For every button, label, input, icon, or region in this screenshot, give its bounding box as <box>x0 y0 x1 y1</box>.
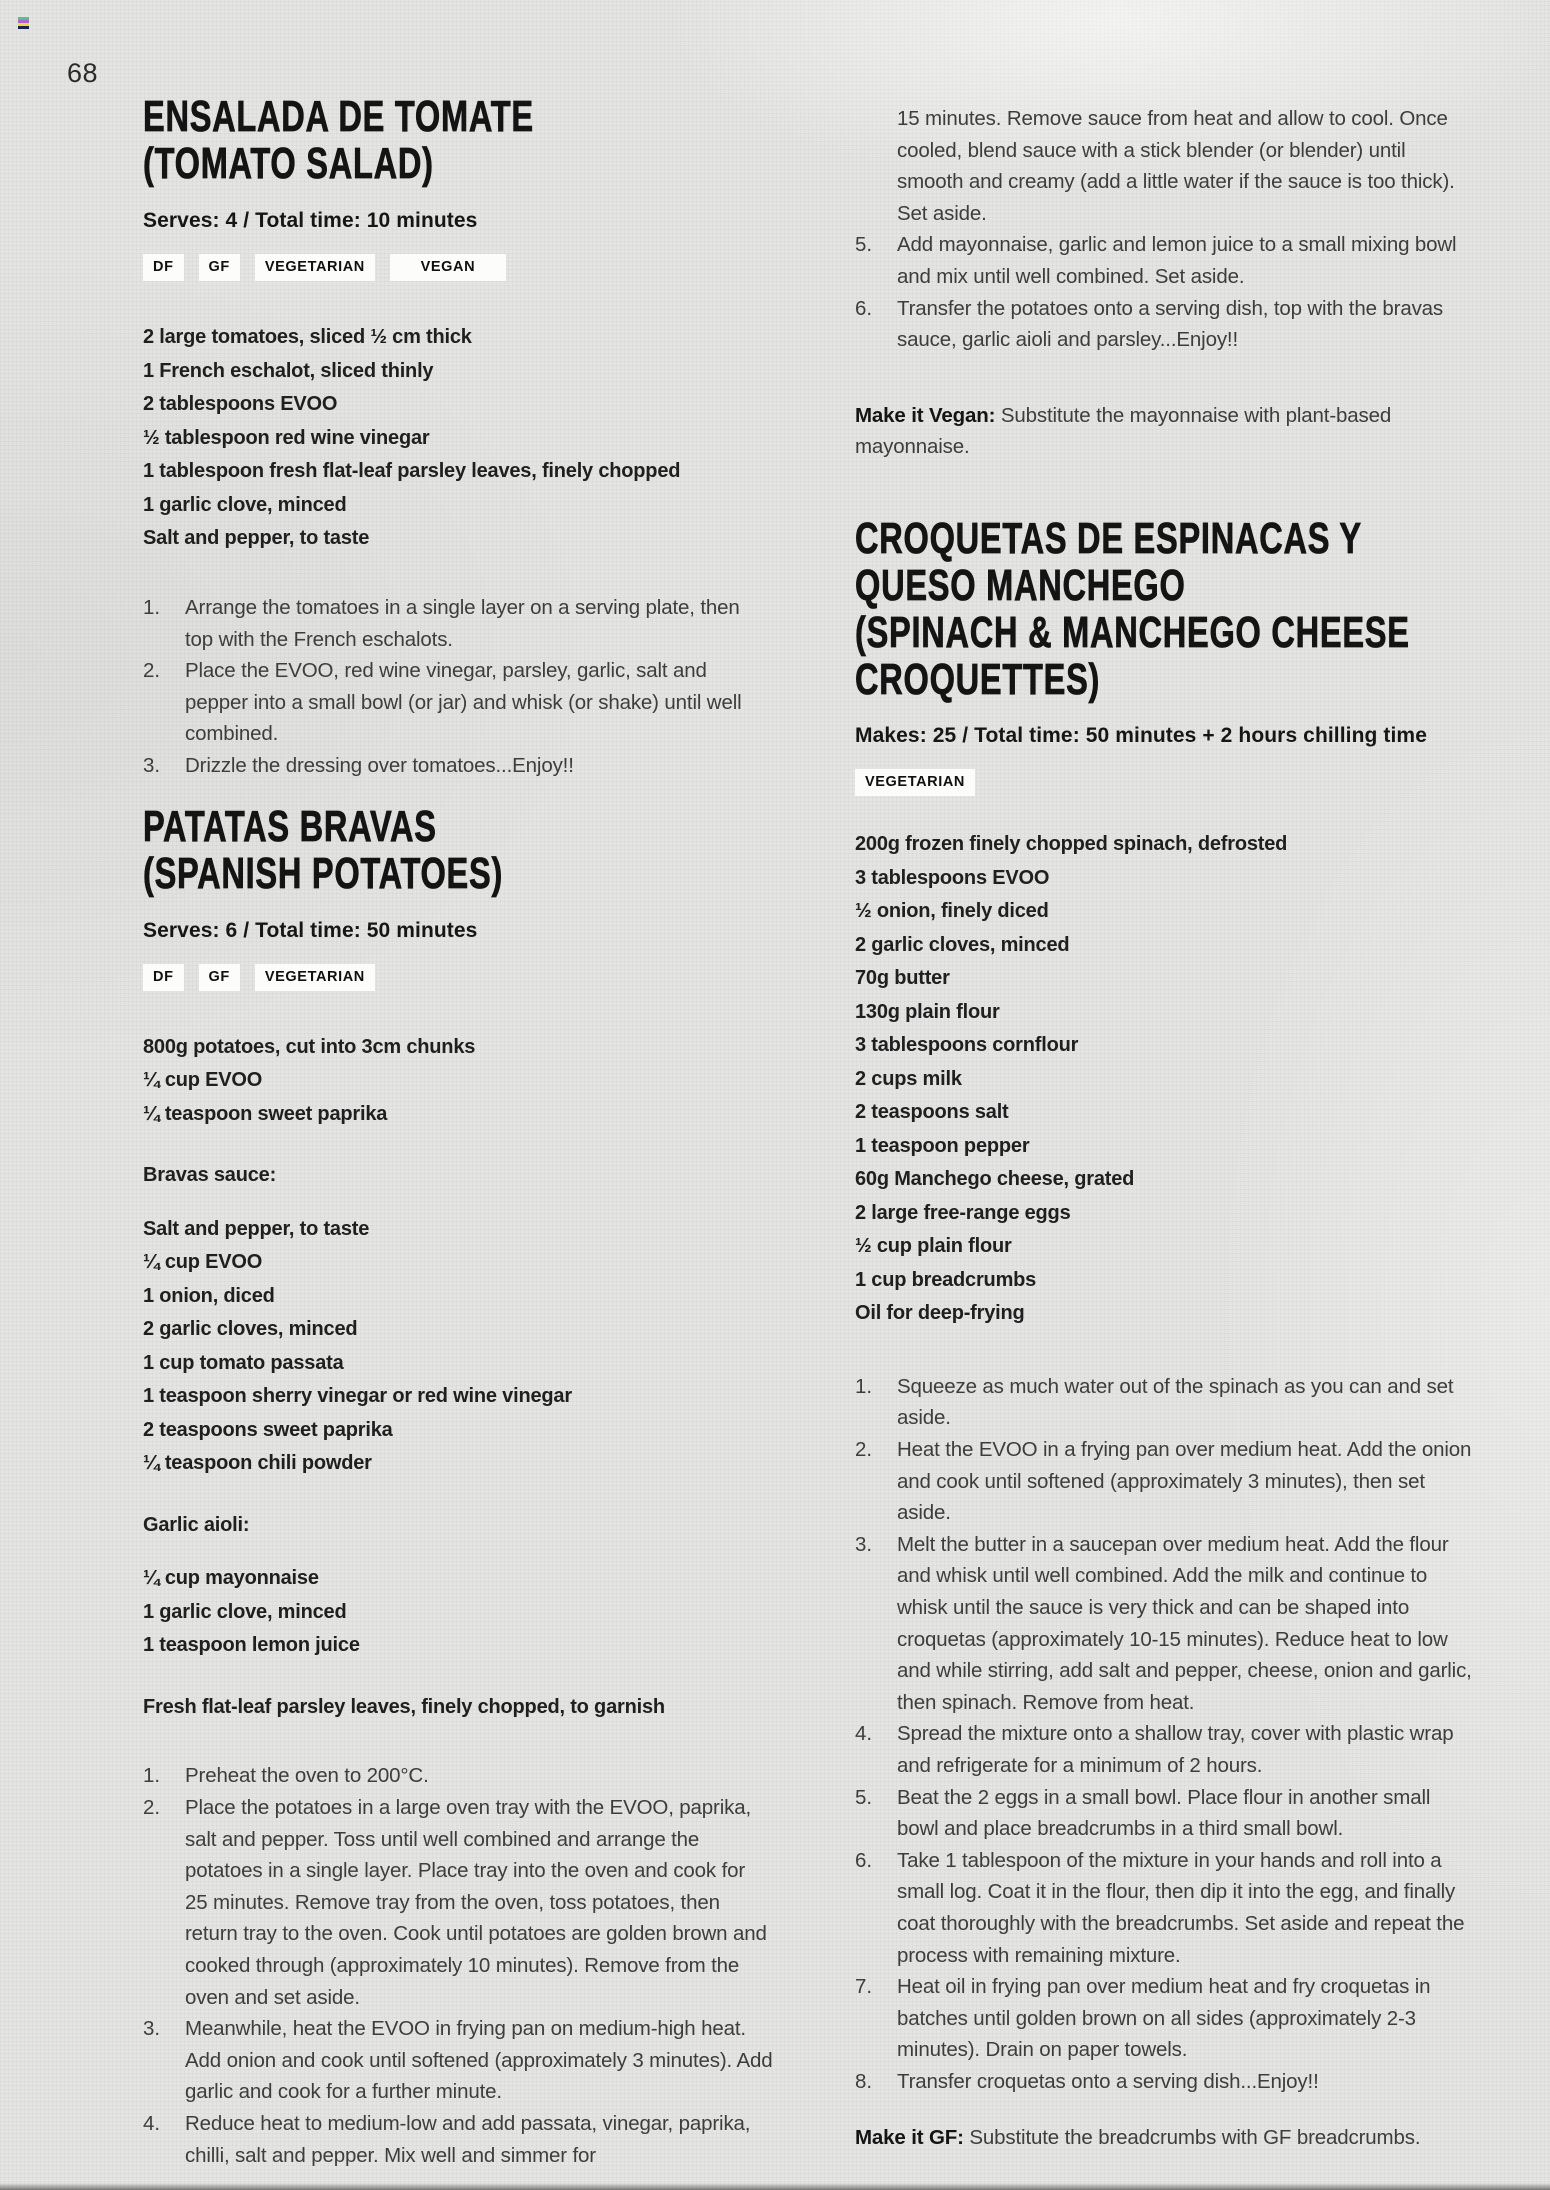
step-text: Spread the mixture onto a shallow tray, cover with plastic wrap and refrigerate for a minimum of 2 hours. <box>897 1722 1454 1777</box>
left-column <box>143 72 773 2171</box>
step-text: Place the EVOO, red wine vinegar, parsley, garlic, salt and pepper into a small bowl (or jar) and whisk (or shake) until well combined. <box>185 659 742 746</box>
step-number: 6. <box>855 1848 873 1872</box>
ingredient: ¼ cup mayonnaise <box>143 1567 319 1590</box>
step-number: 3. <box>143 2017 161 2041</box>
ingredient: 1 teaspoon lemon juice <box>143 1634 360 1657</box>
note-text: Substitute the mayonnaise with plant-based mayonnaise. <box>855 403 1392 459</box>
step-number: 3. <box>143 753 161 777</box>
note-label: Make it Vegan: <box>855 403 996 427</box>
dietary-badge: VEGETARIAN <box>255 254 375 281</box>
ingredient: Oil for deep-frying <box>855 1302 1025 1325</box>
method-step <box>143 750 773 782</box>
ingredient-block <box>143 1691 773 1725</box>
make-it-gf-note <box>855 2122 1477 2154</box>
step-text: Drizzle the dressing over tomatoes...Enjoy!! <box>185 753 574 777</box>
step-number: 2. <box>855 1438 873 1462</box>
method-steps <box>143 592 773 782</box>
ingredient: 3 tablespoons EVOO <box>855 866 1050 889</box>
dietary-badges <box>143 964 773 991</box>
method-step <box>855 1529 1477 1719</box>
ingredient: 1 teaspoon sherry vinegar or red wine vinegar <box>143 1385 572 1408</box>
ingredient: ¼ cup EVOO <box>143 1251 263 1274</box>
step-number: 6. <box>855 296 873 320</box>
step-number <box>855 103 897 229</box>
method-step <box>855 2066 1477 2098</box>
method-step <box>855 1434 1477 1529</box>
step-number: 1. <box>855 1374 873 1398</box>
method-steps <box>143 1760 773 2171</box>
method-step <box>143 655 773 750</box>
ingredient: ¼ teaspoon sweet paprika <box>143 1102 388 1125</box>
ingredient: 70g butter <box>855 967 950 990</box>
step-text: Squeeze as much water out of the spinach as you can and set aside. <box>897 1374 1454 1430</box>
step-number: 2. <box>143 1796 161 1820</box>
step-text: Meanwhile, heat the EVOO in frying pan on medium-high heat. Add onion and cook until softened (approximately 3 minutes). Add garlic and cook for a further minute. <box>185 2017 773 2104</box>
dietary-badges <box>855 769 1477 796</box>
step-text: Place the potatoes in a large oven tray with the EVOO, paprika, salt and pepper. Toss until well combined and arrange the potatoes in a single layer. Place tray into the oven and cook for 25 minutes. Remove tray from the oven, toss potatoes, then return tray to the oven. Cook until potatoes are golden brown and cooked through (approximately 10 minutes). Remove from the oven and set aside. <box>185 1796 767 2009</box>
ingredient-block <box>143 321 773 556</box>
recipe-meta: Serves: 4 / Total time: 10 minutes <box>143 209 478 233</box>
recipe-title-line: (SPANISH POTATOES) <box>143 848 504 898</box>
ingredients <box>855 828 1477 1331</box>
ingredient: 1 garlic clove, minced <box>143 1600 347 1623</box>
step-text: Add mayonnaise, garlic and lemon juice to a small mixing bowl and mix until well combined. Set aside. <box>897 233 1457 288</box>
recipe-section <box>143 93 773 781</box>
method-step <box>855 1718 1477 1781</box>
dietary-badge: VEGETARIAN <box>855 769 975 796</box>
step-text: Beat the 2 eggs in a small bowl. Place flour in another small bowl and place breadcrumbs in a third small bowl. <box>897 1785 1431 1841</box>
ingredients <box>143 1031 773 1725</box>
dietary-badge: GF <box>199 964 240 991</box>
ingredient: 2 large free-range eggs <box>855 1201 1071 1224</box>
method-step <box>855 1782 1477 1845</box>
ingredient: 2 garlic cloves, minced <box>143 1318 358 1341</box>
ingredient: 1 onion, diced <box>143 1284 275 1307</box>
ingredient: Salt and pepper, to taste <box>143 1217 370 1240</box>
dietary-badge: DF <box>143 254 184 281</box>
step-text: Transfer croquetas onto a serving dish...Enjoy!! <box>897 2069 1319 2093</box>
dietary-badge: VEGAN <box>390 254 506 281</box>
dietary-badge: DF <box>143 964 184 991</box>
ingredient: 60g Manchego cheese, grated <box>855 1168 1135 1191</box>
recipe-title <box>143 93 609 187</box>
step-number: 1. <box>143 1764 161 1788</box>
recipe-title-line: CROQUETAS DE ESPINACAS Y <box>855 513 1362 563</box>
method-step <box>143 1792 773 2013</box>
recipe-title <box>855 513 1410 704</box>
ingredient-group-title: Garlic aioli: <box>143 1513 250 1536</box>
step-number: 7. <box>855 1975 873 1999</box>
step-number: 1. <box>143 595 161 619</box>
step-number: 4. <box>143 2111 161 2135</box>
recipe-section-croquetas <box>855 515 1477 2153</box>
step-number: 3. <box>855 1532 873 1556</box>
ingredient-list <box>143 1031 773 1132</box>
method-step <box>855 103 1477 229</box>
patatas-bravas-steps-continued <box>855 103 1477 356</box>
ingredient: 2 large tomatoes, sliced ½ cm thick <box>143 326 472 349</box>
recipe-title-line: QUESO MANCHEGO <box>855 560 1186 610</box>
dietary-badge: VEGETARIAN <box>255 964 375 991</box>
page-bottom-edge <box>0 2183 1550 2190</box>
ingredient: 2 teaspoons sweet paprika <box>143 1418 393 1441</box>
step-text: Melt the butter in a saucepan over medium heat. Add the flour and whisk until well combined. Add the milk and continue to whisk until the sauce is very thick and can be shaped into croquetas (approximately 10-15 minutes). Reduce heat to low and while stirring, add salt and pepper, cheese, onion and garlic, then spinach. Remove from heat. <box>897 1532 1472 1714</box>
recipe-section <box>143 803 773 2171</box>
ingredient: ½ tablespoon red wine vinegar <box>143 426 430 449</box>
ingredient-block <box>143 1031 773 1132</box>
recipe-title-line: (SPINACH & MANCHEGO CHEESE <box>855 607 1410 657</box>
method-step <box>855 1845 1477 1971</box>
right-column <box>855 103 1477 2174</box>
ingredients <box>143 321 773 556</box>
recipe-title-line: PATATAS BRAVAS <box>143 801 437 851</box>
ingredient: ½ onion, finely diced <box>855 900 1049 923</box>
ingredient-list <box>855 828 1477 1331</box>
recipe-meta: Makes: 25 / Total time: 50 minutes + 2 hours chilling time <box>855 724 1427 748</box>
ingredient: ½ cup plain flour <box>855 1235 1012 1258</box>
ingredient: 2 cups milk <box>855 1067 962 1090</box>
method-steps <box>855 1371 1477 2098</box>
registration-color-stripe <box>18 26 29 29</box>
step-number: 5. <box>855 1785 873 1809</box>
method-step <box>143 1760 773 1792</box>
step-number: 5. <box>855 233 873 257</box>
ingredient: 2 garlic cloves, minced <box>855 933 1070 956</box>
ingredient: 1 teaspoon pepper <box>855 1134 1030 1157</box>
step-text: Transfer the potatoes onto a serving dish, top with the bravas sauce, garlic aioli and parsley...Enjoy!! <box>897 296 1444 352</box>
step-text: Heat the EVOO in a frying pan over medium heat. Add the onion and cook until softened (approximately 3 minutes), then set aside. <box>897 1438 1472 1525</box>
recipe-title-line: ENSALADA DE TOMATE <box>143 92 534 142</box>
note-label: Make it GF: <box>855 2125 964 2149</box>
step-text: Reduce heat to medium-low and add passata, vinegar, paprika, chilli, salt and pepper. Mix well and simmer for <box>185 2111 751 2167</box>
ingredient-list <box>143 1562 773 1663</box>
dietary-badge: GF <box>199 254 240 281</box>
step-number: 2. <box>143 659 161 683</box>
ingredient-list <box>143 321 773 556</box>
ingredient: Fresh flat-leaf parsley leaves, finely chopped, to garnish <box>143 1695 665 1718</box>
ingredient: 2 teaspoons salt <box>855 1101 1009 1124</box>
method-step <box>855 1971 1477 2066</box>
method-step <box>143 2108 773 2171</box>
step-text: Preheat the oven to 200°C. <box>185 1764 429 1788</box>
method-step <box>143 592 773 655</box>
print-registration-mark-icon <box>18 17 29 29</box>
ingredient-block <box>143 1509 773 1663</box>
ingredient: Salt and pepper, to taste <box>143 527 370 550</box>
step-text: Arrange the tomatoes in a single layer on a serving plate, then top with the French eschalots. <box>185 595 740 651</box>
ingredient: ¼ teaspoon chili powder <box>143 1452 372 1475</box>
ingredient-block <box>143 1159 773 1481</box>
ingredient-list <box>143 1213 773 1481</box>
ingredient-list <box>143 1691 773 1725</box>
ingredient: 1 cup tomato passata <box>143 1351 344 1374</box>
dietary-badges <box>143 254 773 281</box>
step-text: Take 1 tablespoon of the mixture in your hands and roll into a small log. Coat it in the flour, then dip it into the egg, and finally coat thoroughly with the breadcrumbs. Set aside and repeat the process with remaining mixture. <box>897 1848 1465 1967</box>
step-number: 4. <box>855 1722 873 1746</box>
step-text: 15 minutes. Remove sauce from heat and allow to cool. Once cooled, blend sauce with a stick blender (or blender) until smooth and creamy (add a little water if the sauce is too thick). Set aside. <box>897 107 1455 225</box>
recipe-meta: Serves: 6 / Total time: 50 minutes <box>143 918 478 942</box>
recipe-title <box>143 803 609 897</box>
recipe-title-line: (TOMATO SALAD) <box>143 139 434 189</box>
method-step <box>855 293 1477 356</box>
ingredient: 1 French eschalot, sliced thinly <box>143 359 434 382</box>
ingredient: 1 cup breadcrumbs <box>855 1268 1037 1291</box>
ingredient: ¼ cup EVOO <box>143 1069 263 1092</box>
ingredient-block <box>855 828 1477 1331</box>
method-step <box>855 229 1477 292</box>
make-it-vegan-note <box>855 400 1477 463</box>
note-text: Substitute the breadcrumbs with GF breadcrumbs. <box>963 2125 1421 2149</box>
recipe-title-line: CROQUETTES) <box>855 654 1101 704</box>
page-number: 68 <box>67 58 99 88</box>
step-text: Heat oil in frying pan over medium heat and fry croquetas in batches until golden brown on all sides (approximately 2-3 minutes). Drain on paper towels. <box>897 1975 1431 2062</box>
step-number: 8. <box>855 2069 873 2093</box>
ingredient: 1 tablespoon fresh flat-leaf parsley leaves, finely chopped <box>143 460 681 483</box>
ingredient: 130g plain flour <box>855 1000 1000 1023</box>
method-step <box>855 1371 1477 1434</box>
ingredient: 2 tablespoons EVOO <box>143 393 338 416</box>
ingredient-group-title: Bravas sauce: <box>143 1164 277 1187</box>
ingredient: 200g frozen finely chopped spinach, defrosted <box>855 833 1288 856</box>
ingredient: 1 garlic clove, minced <box>143 493 347 516</box>
ingredient: 3 tablespoons cornflour <box>855 1034 1079 1057</box>
method-step <box>143 2013 773 2108</box>
ingredient: 800g potatoes, cut into 3cm chunks <box>143 1035 476 1058</box>
